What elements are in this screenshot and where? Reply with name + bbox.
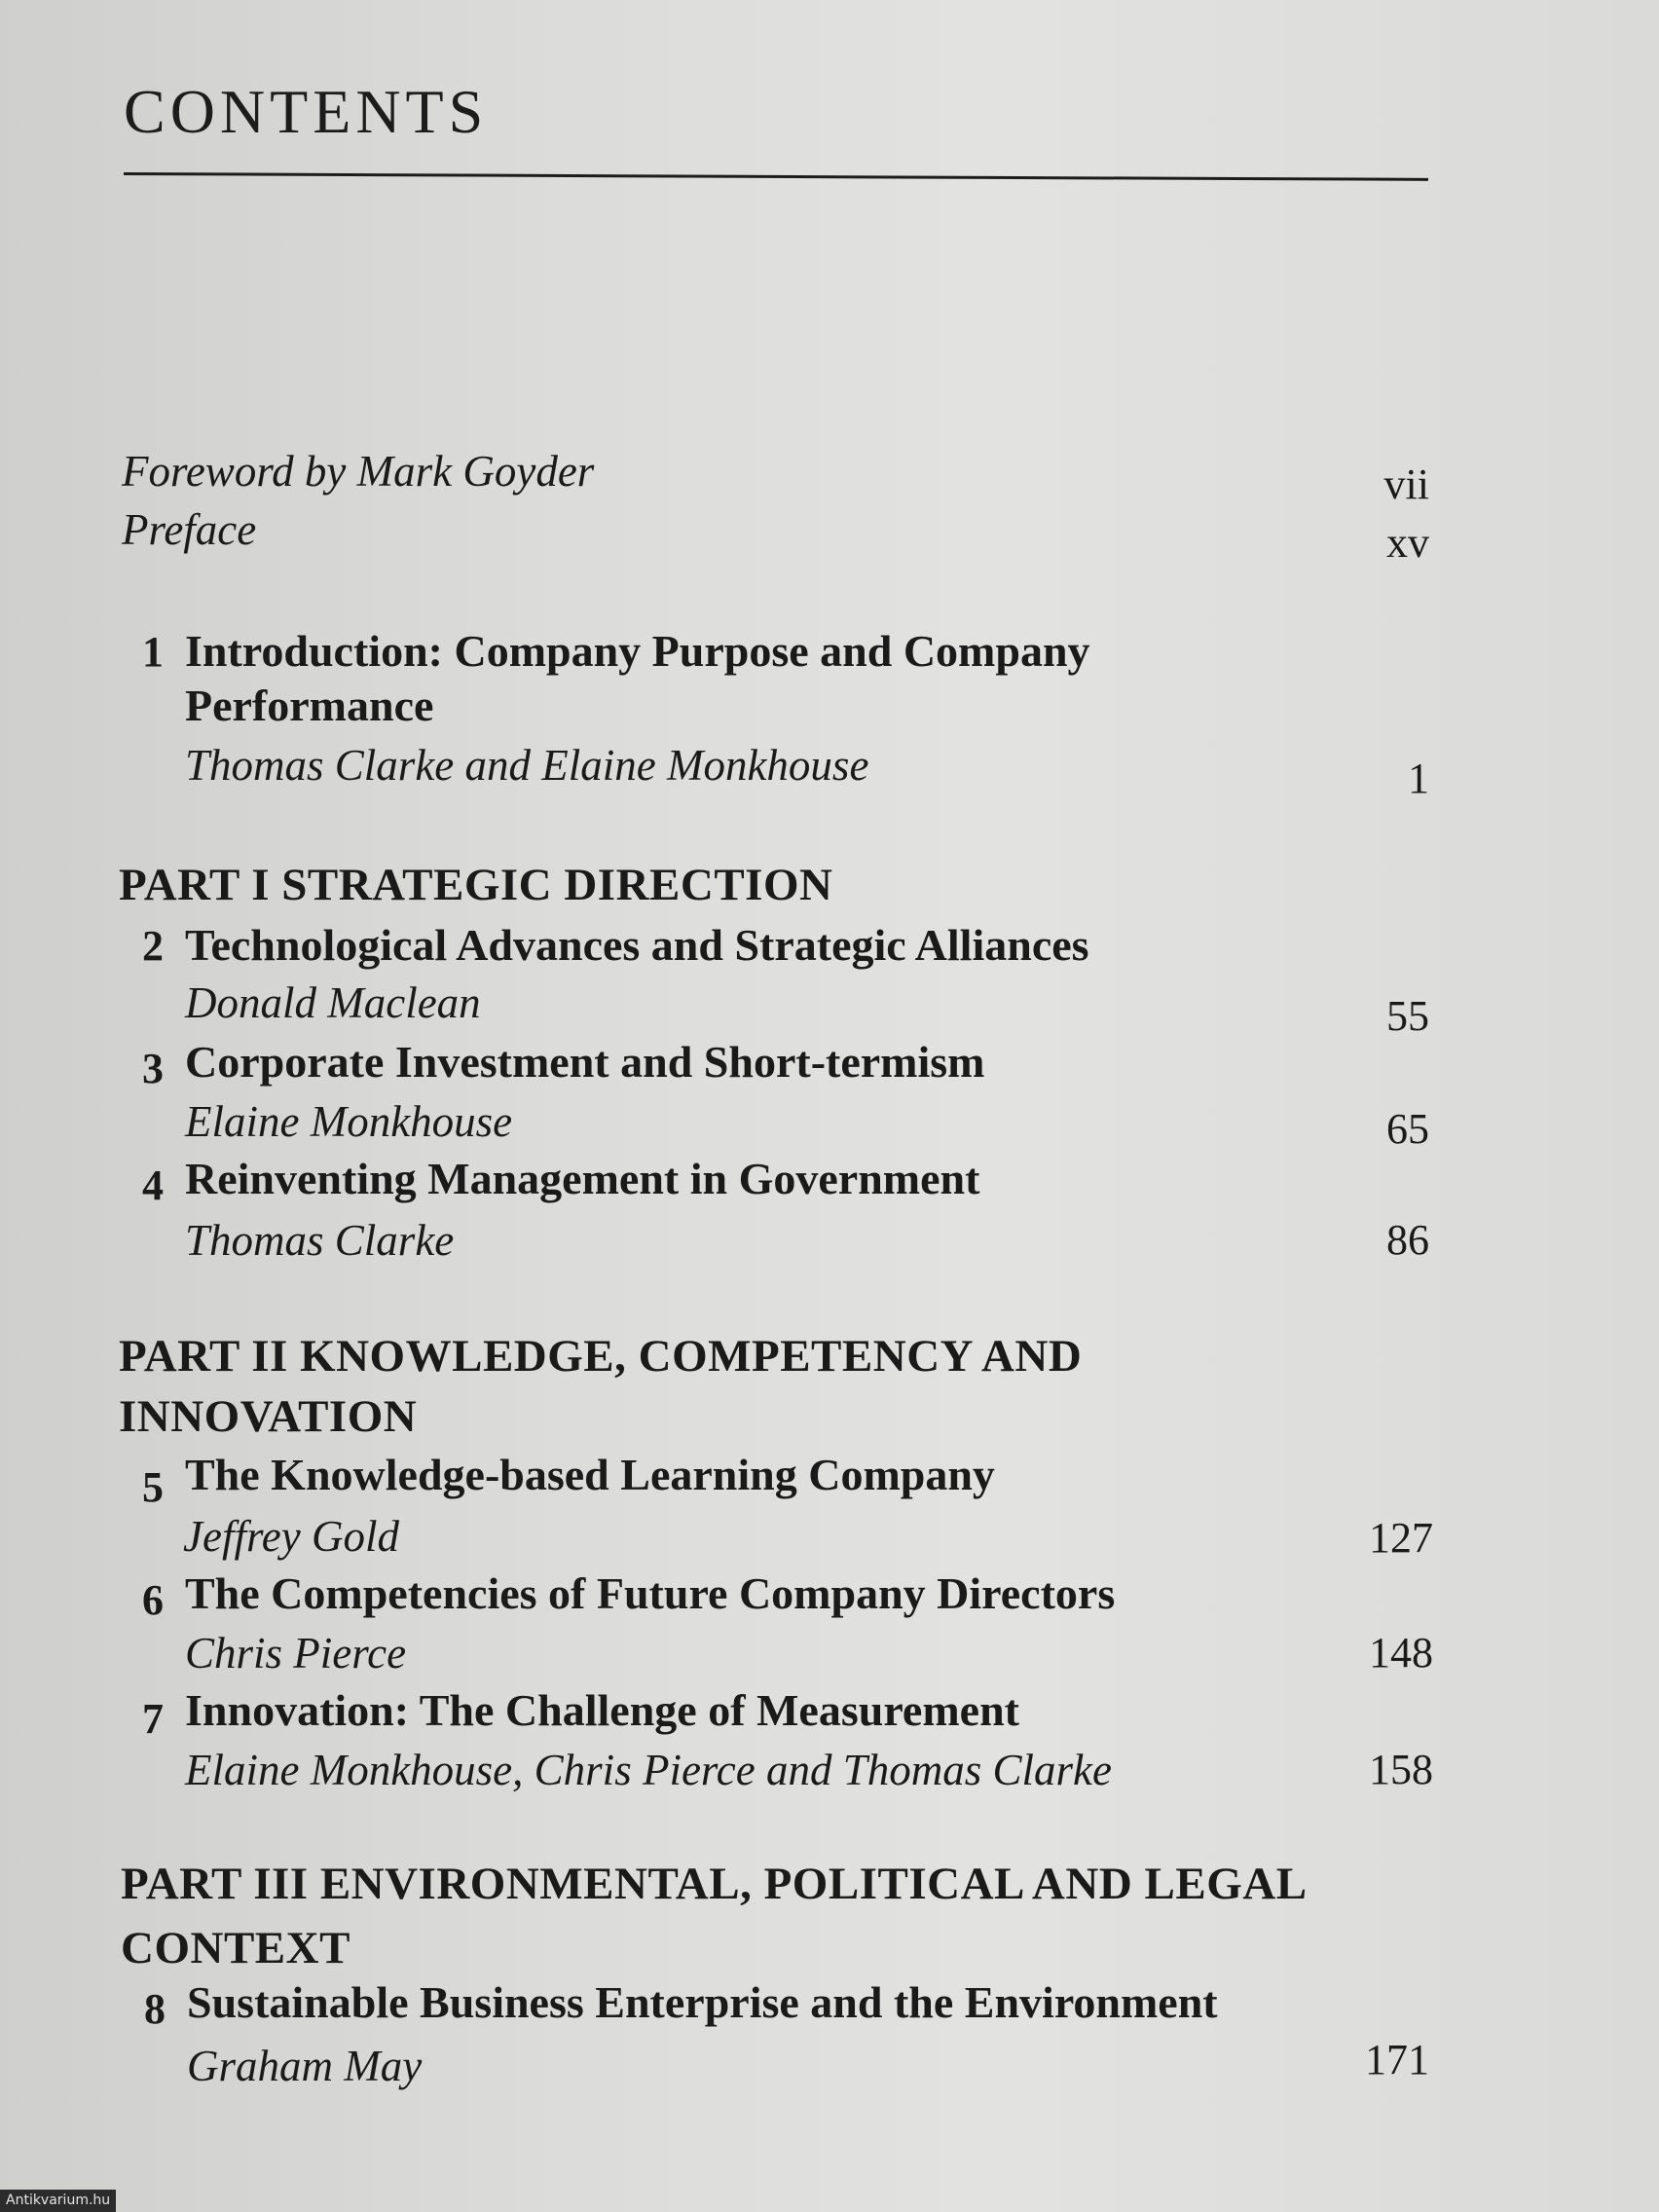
- part-title-continued: INNOVATION: [119, 1391, 418, 1442]
- chapter-title: Sustainable Business Enterprise and the Environment: [187, 1977, 1218, 2027]
- part-title-continued: CONTEXT: [121, 1923, 350, 1973]
- chapter-authors: Elaine Monkhouse: [185, 1097, 513, 1146]
- chapter-number: 2: [142, 922, 164, 970]
- chapter-page: 148: [1369, 1629, 1433, 1677]
- chapter-title: Technological Advances and Strategic Alliances: [185, 920, 1089, 970]
- foreword-title: Foreword by Mark Goyder: [122, 447, 595, 496]
- chapter-page: 86: [1386, 1216, 1429, 1264]
- part-title: PART III ENVIRONMENTAL, POLITICAL AND LEGAL: [121, 1859, 1308, 1909]
- title-rule: [124, 172, 1428, 181]
- chapter-title: Reinventing Management in Government: [185, 1154, 980, 1203]
- chapter-authors: Thomas Clarke and Elaine Monkhouse: [185, 741, 869, 790]
- chapter-authors: Elaine Monkhouse, Chris Pierce and Thomas Clarke: [185, 1746, 1112, 1794]
- chapter-title: Introduction: Company Purpose and Company: [185, 626, 1090, 676]
- chapter-title: Innovation: The Challenge of Measurement: [185, 1685, 1019, 1735]
- chapter-number: 6: [142, 1576, 164, 1624]
- chapter-number: 7: [142, 1695, 164, 1743]
- part-title: PART I STRATEGIC DIRECTION: [119, 860, 833, 910]
- chapter-authors: Jeffrey Gold: [183, 1512, 399, 1561]
- part-title: PART II KNOWLEDGE, COMPETENCY AND: [119, 1331, 1083, 1382]
- chapter-title: The Competencies of Future Company Directors: [185, 1568, 1116, 1618]
- watermark-badge: Antikvarium.hu: [0, 2190, 116, 2212]
- chapter-number: 3: [142, 1045, 164, 1092]
- preface-page: xv: [1386, 519, 1429, 567]
- preface-title: Preface: [122, 505, 257, 554]
- chapter-authors: Graham May: [187, 2042, 423, 2090]
- chapter-title: The Knowledge-based Learning Company: [185, 1450, 995, 1499]
- chapter-page: 65: [1386, 1105, 1429, 1153]
- chapter-page: 127: [1369, 1514, 1433, 1562]
- chapter-authors: Donald Maclean: [185, 978, 481, 1027]
- chapter-authors: Chris Pierce: [185, 1629, 407, 1677]
- chapter-authors: Thomas Clarke: [185, 1216, 455, 1265]
- chapter-title-continued: Performance: [185, 681, 434, 730]
- chapter-number: 8: [144, 1985, 166, 2033]
- chapter-number: 1: [142, 628, 164, 676]
- chapter-page: 171: [1365, 2036, 1429, 2083]
- chapter-page: 55: [1386, 992, 1429, 1040]
- foreword-page: vii: [1383, 461, 1429, 508]
- chapter-number: 4: [142, 1161, 164, 1209]
- chapter-page: 1: [1408, 755, 1429, 802]
- chapter-number: 5: [142, 1463, 164, 1511]
- page-title: CONTENTS: [124, 77, 489, 146]
- chapter-page: 158: [1369, 1746, 1433, 1793]
- chapter-title: Corporate Investment and Short-termism: [185, 1037, 985, 1087]
